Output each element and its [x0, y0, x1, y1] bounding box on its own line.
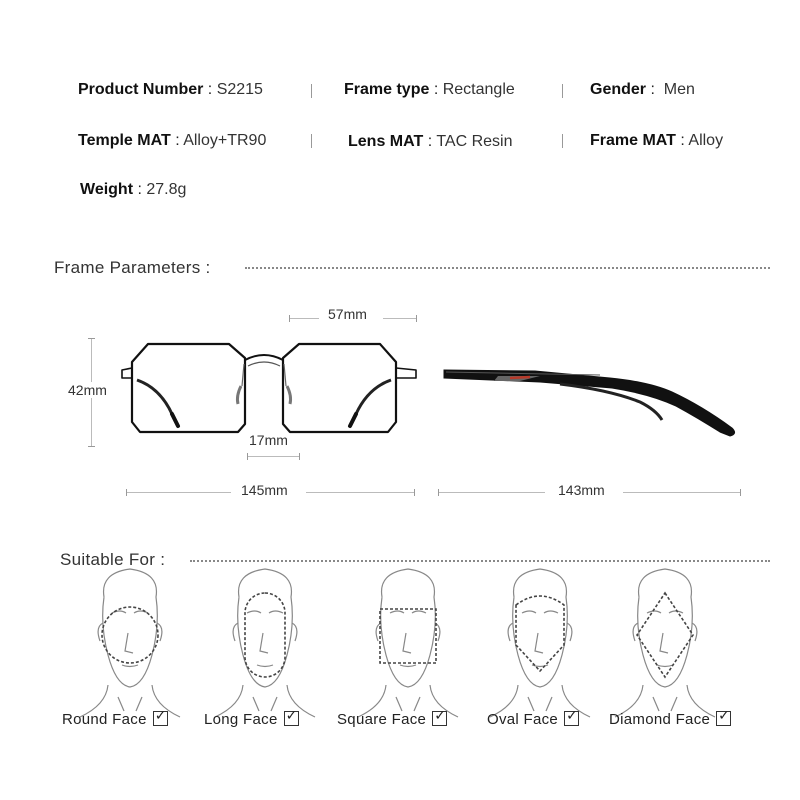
face-label: Round Face — [62, 711, 147, 728]
suitable-for-title: Suitable For : — [60, 550, 166, 569]
spec-label: Product Number — [78, 81, 204, 98]
spec-label: Frame type — [344, 81, 430, 98]
spec-label: Temple MAT — [78, 132, 171, 149]
spec-value: Rectangle — [442, 81, 515, 98]
lens-width-label: 57mm — [328, 306, 367, 322]
spec-label: Frame MAT — [590, 132, 676, 149]
face-label: Long Face — [204, 711, 278, 728]
spec-label: Lens MAT — [348, 133, 424, 150]
spec-temple-mat: Temple MAT : Alloy+TR90 — [78, 132, 267, 149]
checkbox-checked-icon — [432, 711, 447, 726]
round-face-icon — [80, 569, 180, 717]
face-label: Square Face — [337, 711, 427, 728]
spec-value: Men — [663, 81, 695, 98]
spec-value: Alloy+TR90 — [183, 132, 267, 149]
spec-frame-type: Frame type : Rectangle — [344, 81, 515, 98]
spec-label: Gender — [590, 81, 647, 98]
diamond-face-icon — [615, 569, 715, 717]
face-option-square — [337, 711, 447, 728]
checkbox-checked-icon — [284, 711, 299, 726]
face-label: Diamond Face — [609, 711, 711, 728]
spec-value: TAC Resin — [436, 133, 513, 150]
checkbox-checked-icon — [716, 711, 731, 726]
spec-gender: Gender : Men — [590, 81, 695, 98]
lens-height-label: 42mm — [68, 382, 107, 398]
spec-product-number: Product Number : S2215 — [78, 81, 263, 98]
spec-frame-mat: Frame MAT : Alloy — [590, 132, 724, 149]
face-option-round — [62, 711, 168, 728]
spec-lens-mat: Lens MAT : TAC Resin — [348, 133, 513, 150]
face-label: Oval Face — [487, 711, 559, 728]
face-option-diamond — [609, 711, 731, 728]
spec-value: S2215 — [216, 81, 263, 98]
face-option-long — [204, 711, 299, 728]
checkbox-checked-icon — [564, 711, 579, 726]
spec-label: Weight — [80, 181, 134, 198]
temple-length-label: 143mm — [558, 482, 605, 498]
oval-face-icon — [490, 569, 590, 717]
frame-width-label: 145mm — [241, 482, 288, 498]
spec-value: 27.8g — [146, 181, 187, 198]
spec-value: Alloy — [688, 132, 724, 149]
long-face-icon — [215, 569, 315, 717]
spec-weight: Weight : 27.8g — [80, 181, 187, 198]
bridge-width-label: 17mm — [249, 432, 288, 448]
frame-parameters-title: Frame Parameters : — [54, 258, 211, 277]
square-face-icon — [358, 569, 458, 717]
face-option-oval — [487, 711, 579, 728]
checkbox-checked-icon — [153, 711, 168, 726]
